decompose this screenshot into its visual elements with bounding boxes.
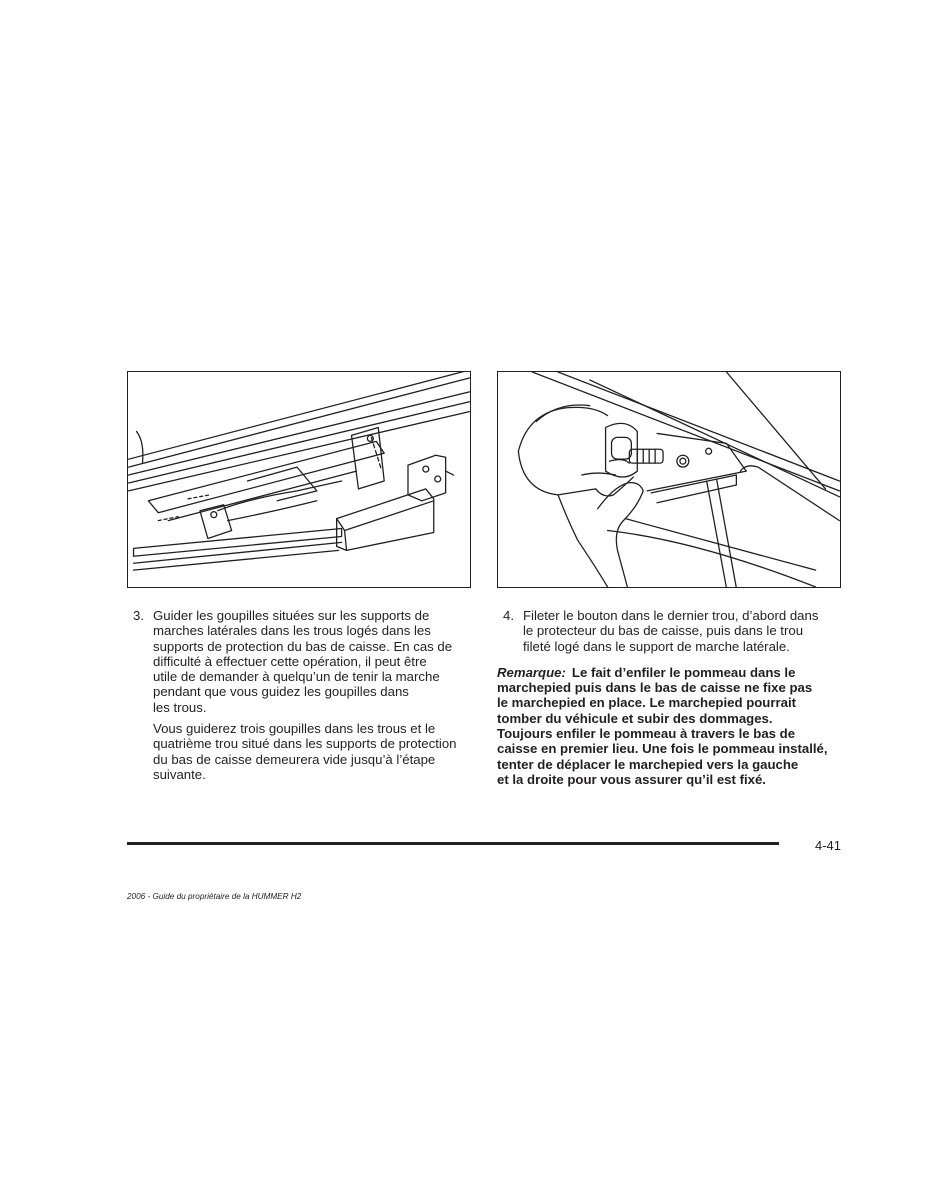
page-number: 4-41 (815, 838, 842, 853)
followup-paragraph: Vous guiderez trois goupilles dans les trous et le quatrième trou situé dans les supports de protection du bas de caisse demeurera vide jusqu’à l’étape suivante. (153, 721, 457, 782)
running-board-pins-illustration (127, 371, 471, 588)
step-text: Guider les goupilles situées sur les supports de marches latérales dans les trous logés dans les supports de protection du bas de caisse. En cas de difficulté à effectuer cette opération, il peut être utile de demander à quelqu’un de tenir la marche pendant que vous guidez les goupilles dans les trous. (153, 608, 453, 715)
caution-note (497, 665, 848, 787)
right-column (497, 608, 848, 787)
step-number: 4. (503, 608, 514, 623)
note-label: Remarque: (497, 664, 566, 680)
divider-rule (127, 842, 779, 845)
step-number: 3. (133, 608, 144, 623)
hand-threading-knob-illustration (497, 371, 841, 588)
step-text: Fileter le bouton dans le dernier trou, d’abord dans le protecteur du bas de caisse, puis dans le trou fileté logé dans le support de marche latérale. (523, 608, 819, 654)
footer-text: 2006 - Guide du propriétaire de la HUMMER H2 (127, 892, 302, 901)
left-column (133, 608, 478, 782)
step-4 (503, 608, 848, 654)
step-3 (133, 608, 478, 715)
note-text: Le fait d’enfiler le pommeau dans le marchepied puis dans le bas de caisse ne fixe pas le marchepied en place. Le marchepied pourrait tomber du véhicule et subir des dommages. Toujours enfiler le pommeau à travers le bas de caisse en premier lieu. Une fois le pommeau installé, tenter de déplacer le marchepied vers la gauche et la droite pour vous assurer qu’il est fixé. (497, 664, 828, 787)
